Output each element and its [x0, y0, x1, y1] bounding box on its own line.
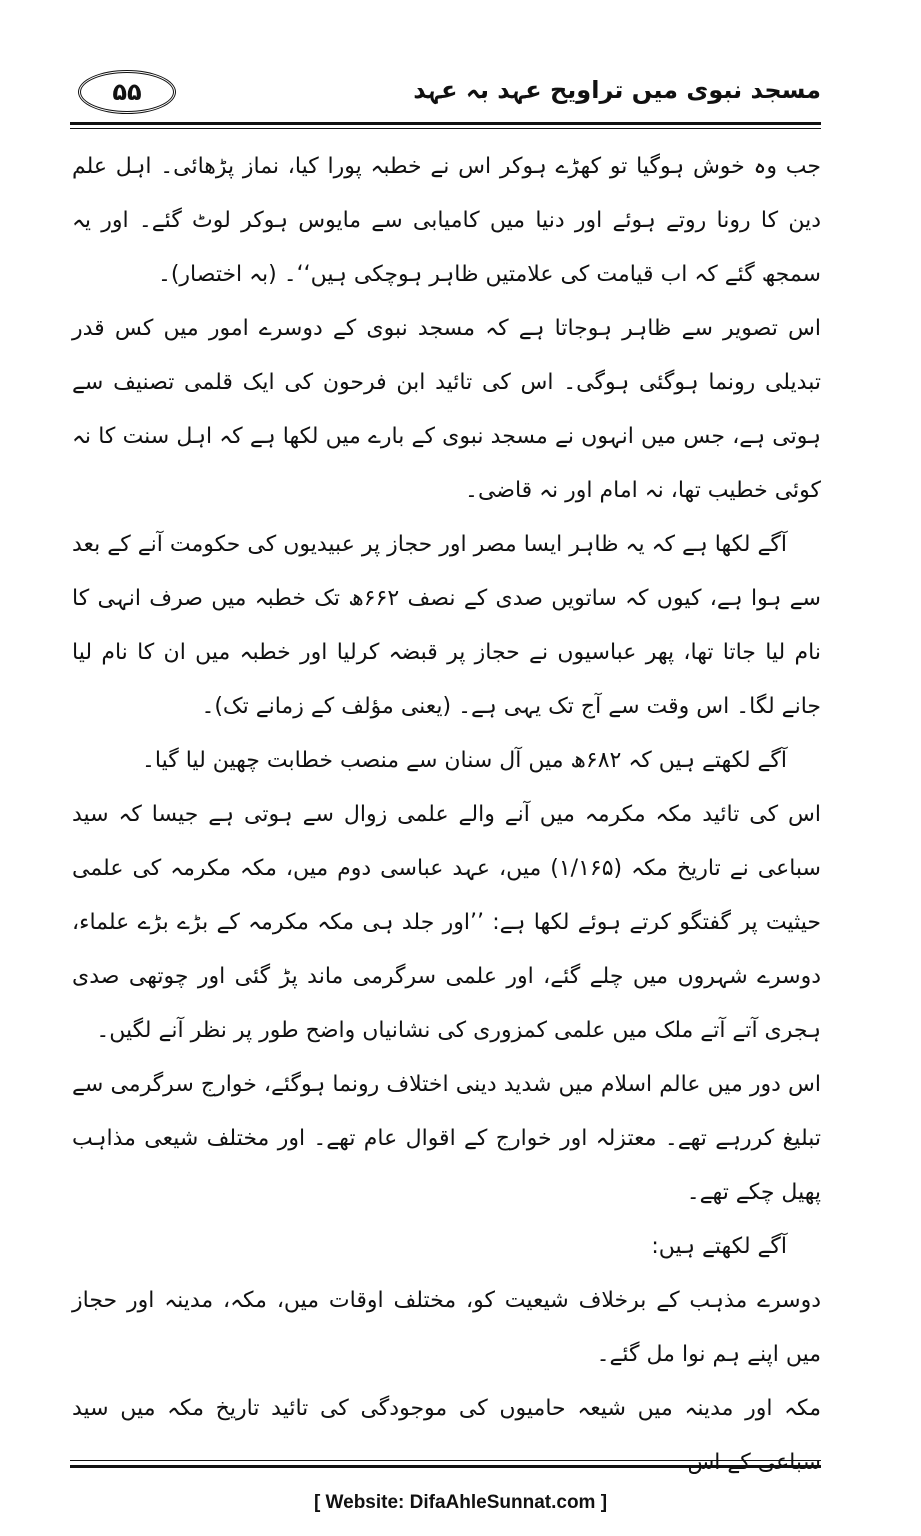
paragraph-1: جب وہ خوش ہوگیا تو کھڑے ہوکر اس نے خطبہ پورا کیا، نماز پڑھائی۔ اہل علم دین کا رونا روتے ہوئے اور دنیا میں کامیابی سے مایوس ہوکر لوٹ گئے۔ اور یہ سمجھ گئے کہ اب قیامت کی علامتیں ظاہر ہوچکی ہیں‘‘۔ (بہ اختصار)۔ [72, 154, 821, 287]
page-number-badge: ۵۵ [78, 70, 176, 114]
header-rule-thick [70, 122, 821, 125]
paragraph-7: آگے لکھتے ہیں: [651, 1234, 787, 1259]
page-body [72, 140, 821, 1490]
book-title: مسجد نبوی میں تراویح عہد بہ عہد [413, 76, 821, 104]
paragraph-5: اس کی تائید مکہ مکرمہ میں آنے والے علمی زوال سے ہوتی ہے جیسا کہ سید سباعی نے تاریخ مکہ (۱/۱۶۵) میں، عہد عباسی دوم میں، مکہ مکرمہ کی علمی حیثیت پر گفتگو کرتے ہوئے لکھا ہے: ’’اور جلد ہی مکہ مکرمہ کے بڑے بڑے علماء، دوسرے شہروں میں چلے گئے، اور علمی سرگرمی ماند پڑ گئی اور چوتھی صدی ہجری آتے آتے ملک میں علمی کمزوری کی نشانیاں واضح طور پر نظر آنے لگیں۔ [72, 802, 821, 1043]
paragraph-4: آگے لکھتے ہیں کہ ۶۸۲ھ میں آل سنان سے منصب خطابت چھین لیا گیا۔ [142, 748, 787, 773]
website-footer: [ Website: DifaAhleSunnat.com ] [313, 1492, 608, 1513]
footer-rule-thick [70, 1465, 821, 1468]
paragraph-8: دوسرے مذہب کے برخلاف شیعیت کو، مختلف اوقات میں، مکہ، مدینہ اور حجاز میں اپنے ہم نوا مل گئے۔ [72, 1288, 821, 1367]
page-header [70, 70, 821, 122]
header-rule-thin [70, 128, 821, 129]
paragraph-9: مکہ اور مدینہ میں شیعہ حامیوں کی موجودگی کی تائید تاریخ مکہ میں سید سباعی کے اس [72, 1396, 821, 1475]
footer-rule-thin [70, 1460, 821, 1461]
paragraph-3: آگے لکھا ہے کہ یہ ظاہر ایسا مصر اور حجاز پر عبیدیوں کی حکومت آنے کے بعد سے ہوا ہے، کیوں کہ ساتویں صدی کے نصف ۶۶۲ھ تک خطبہ میں صرف انہی کا نام لیا جاتا تھا، پھر عباسیوں نے حجاز پر قبضہ کرلیا اور خطبہ میں ان کا نام لیا جانے لگا۔ اس وقت سے آج تک یہی ہے۔ (یعنی مؤلف کے زمانے تک)۔ [72, 532, 821, 719]
paragraph-6: اس دور میں عالم اسلام میں شدید دینی اختلاف رونما ہوگئے، خوارج سرگرمی سے تبلیغ کررہے تھے۔ معتزلہ اور خوارج کے اقوال عام تھے۔ اور مختلف شیعی مذاہب پھیل چکے تھے۔ [72, 1072, 821, 1205]
paragraph-2: اس تصویر سے ظاہر ہوجاتا ہے کہ مسجد نبوی کے دوسرے امور میں کس قدر تبدیلی رونما ہوگئی ہوگی۔ اس کی تائید ابن فرحون کی ایک قلمی تصنیف سے ہوتی ہے، جس میں انہوں نے مسجد نبوی کے بارے میں لکھا ہے کہ اہل سنت کا نہ کوئی خطیب تھا، نہ امام اور نہ قاضی۔ [72, 316, 821, 503]
